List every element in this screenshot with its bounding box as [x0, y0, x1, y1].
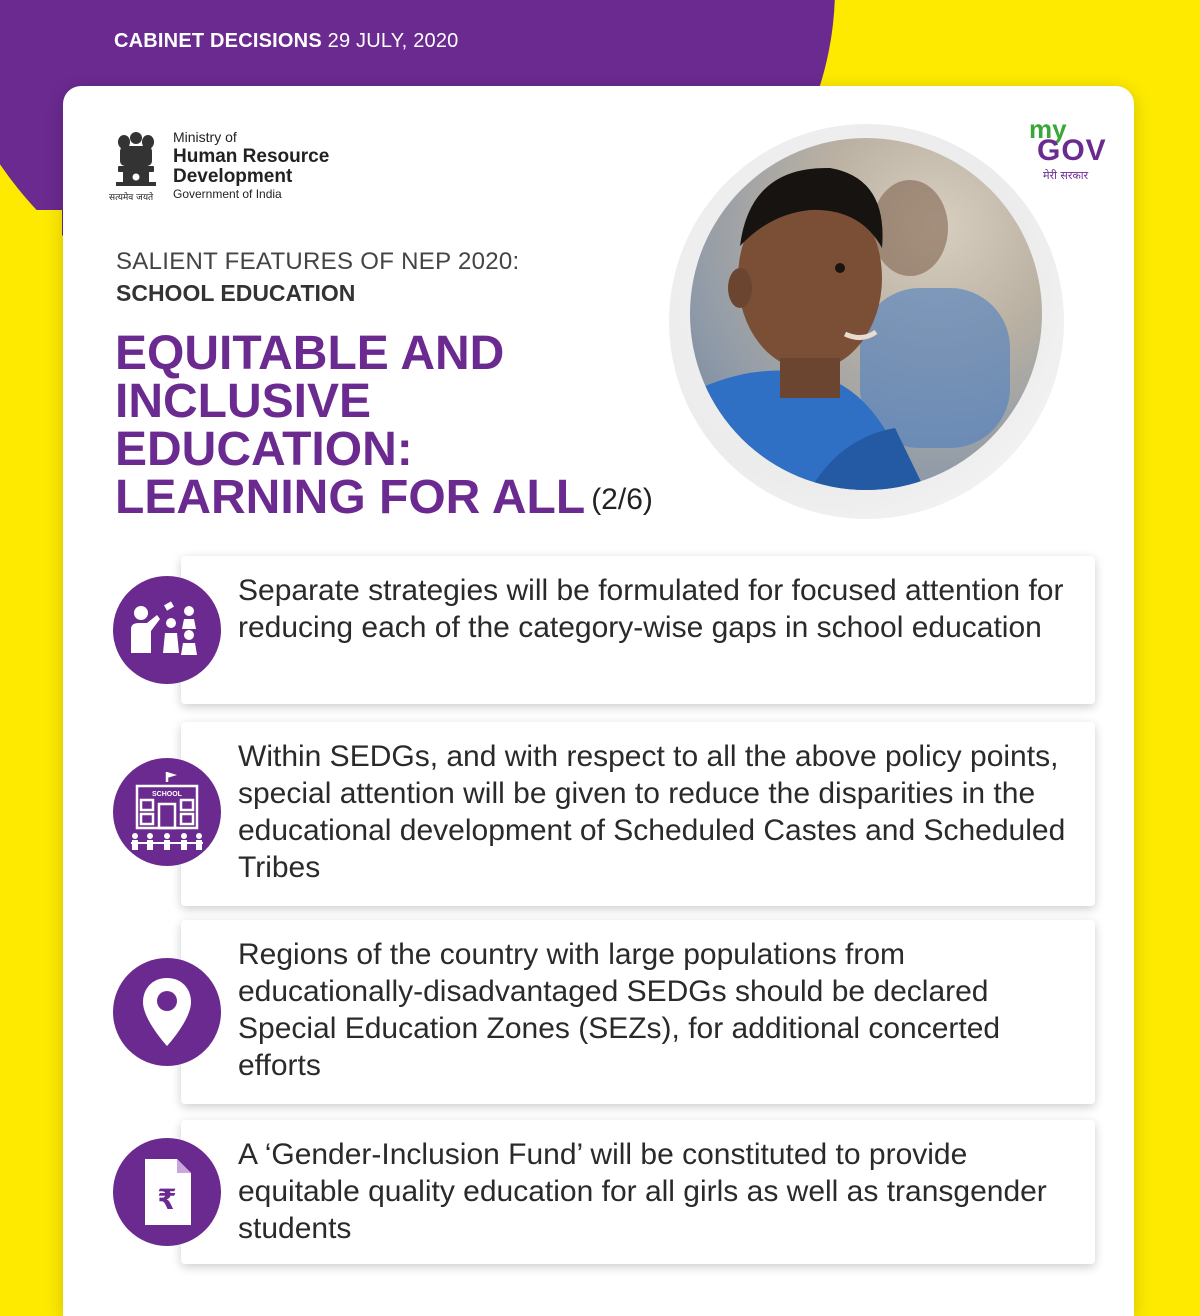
slide-counter: (2/6)	[591, 483, 653, 516]
feature-text: Separate strategies will be formulated for focused attention for reducing each of the category-wise gaps in school education	[238, 574, 1064, 644]
headline-line-4-row	[115, 471, 735, 524]
ministry-logo	[109, 129, 330, 203]
headline-line-2: INCLUSIVE	[115, 375, 372, 428]
rupee-document-icon	[113, 1138, 221, 1246]
national-emblem-icon	[109, 130, 163, 203]
headline-line-1: EQUITABLE AND	[115, 327, 505, 380]
headline	[115, 327, 735, 524]
banner-label: CABINET DECISIONS	[114, 30, 322, 52]
ministry-name	[173, 130, 329, 200]
ministry-line-2: Human Resource	[173, 146, 330, 167]
headline-line-4: LEARNING FOR ALL	[115, 471, 586, 524]
feature-text: Regions of the country with large populations from educationally-disadvantaged SEDGs should be declared Special Education Zones (SEZs), for additional concerted efforts	[238, 938, 1001, 1082]
student-photo	[690, 138, 1042, 490]
yellow-background-strip	[0, 210, 62, 1300]
ministry-line-4: Government of India	[173, 187, 282, 201]
rupee-symbol: ₹	[157, 1183, 177, 1216]
mygov-my: my	[1029, 114, 1067, 144]
ministry-line-3: Development	[173, 166, 293, 187]
feature-text: Within SEDGs, and with respect to all the above policy points, special attention will be given to reduce the disparities in the educational development of Scheduled Castes and Scheduled Tribes	[238, 740, 1066, 884]
banner-date: 29 JULY, 2020	[327, 30, 459, 52]
banner	[114, 30, 459, 53]
mygov-gov: GOV	[1037, 134, 1107, 167]
ministry-line-1: Ministry of	[173, 129, 237, 145]
map-pin-icon	[113, 958, 221, 1066]
feature-text: A ‘Gender-Inclusion Fund’ will be constituted to provide equitable quality education for all girls as well as transgender students	[238, 1138, 1047, 1245]
mygov-tagline: मेरी सरकार	[1043, 169, 1089, 182]
section-title: SCHOOL EDUCATION	[116, 280, 356, 306]
school-building-icon	[113, 758, 221, 866]
mygov-logo	[1025, 116, 1115, 183]
school-sign-text: SCHOOL	[152, 791, 182, 798]
subtitle: SALIENT FEATURES OF NEP 2020:	[116, 248, 520, 275]
emblem-motto: सत्यमेव जयते	[109, 193, 154, 203]
headline-line-3: EDUCATION:	[115, 423, 413, 476]
teacher-children-icon	[113, 576, 221, 684]
content-card	[63, 86, 1134, 1316]
